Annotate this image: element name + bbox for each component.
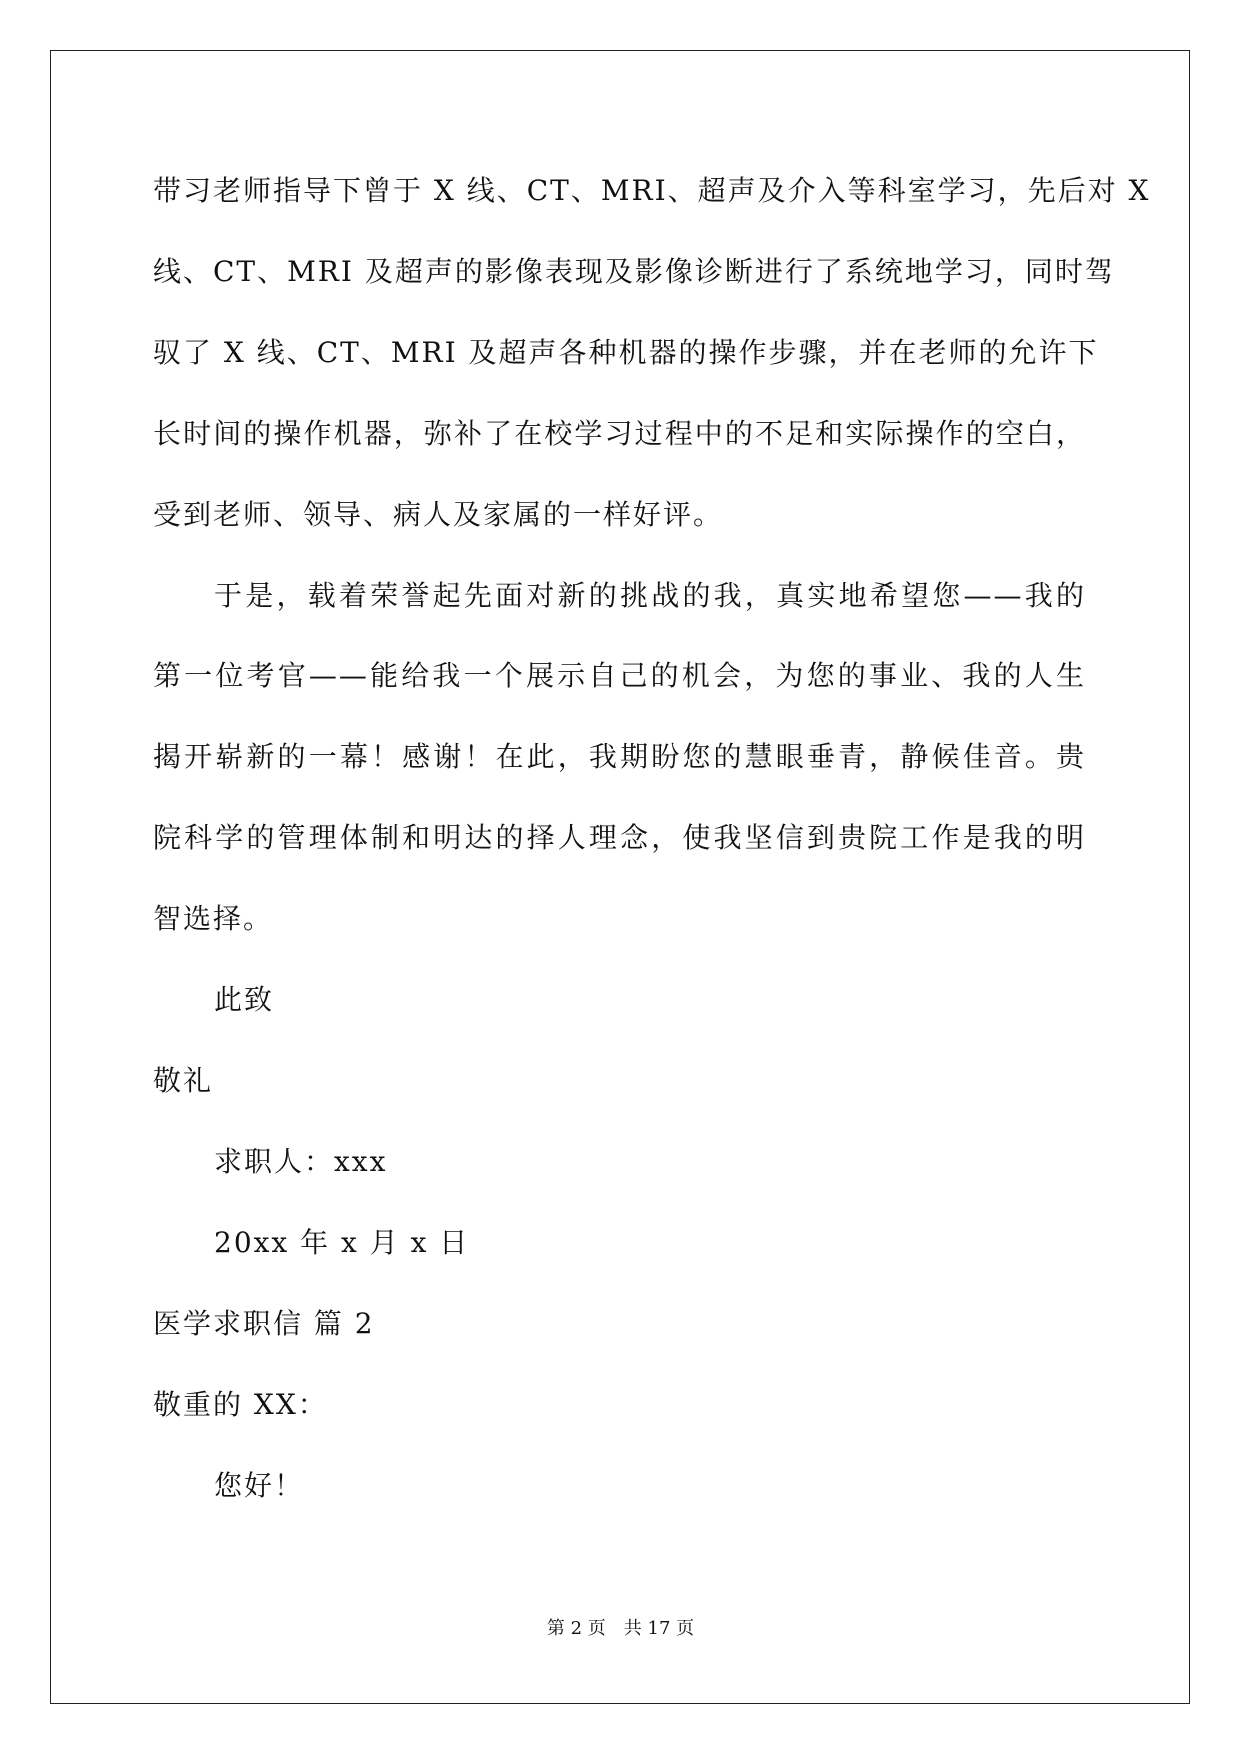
body-line-5: 受到老师、领导、病人及家属的一样好评。: [153, 498, 724, 531]
page-footer: [0, 1617, 1241, 1641]
greeting-addressee: 敬重的 XX：: [153, 1388, 328, 1421]
greeting-hello: 您好！: [214, 1469, 305, 1502]
section-heading: 医学求职信 篇 2: [153, 1307, 375, 1340]
body-line-6: 于是，载着荣誉起先面对新的挑战的我，真实地希望您——我的: [214, 579, 1086, 612]
body-line-7: 第一位考官——能给我一个展示自己的机会，为您的事业、我的人生: [153, 659, 1086, 692]
page-border: [50, 50, 1190, 1704]
page-total: 共 17 页: [623, 1618, 695, 1639]
closing-salutation: 此致: [214, 983, 275, 1016]
body-line-1: 带习老师指导下曾于 X 线、CT、MRI、超声及介入等科室学习，先后对 X: [153, 174, 1151, 207]
page-number: 第 2 页: [546, 1618, 606, 1639]
body-line-8: 揭开崭新的一幕！感谢！在此，我期盼您的慧眼垂青，静候佳音。贵: [153, 740, 1086, 773]
body-line-4: 长时间的操作机器，弥补了在校学习过程中的不足和实际操作的空白，: [153, 417, 1086, 450]
body-line-10: 智选择。: [153, 902, 274, 935]
closing-respect: 敬礼: [153, 1064, 214, 1097]
letter-date: 20xx 年 x 月 x 日: [214, 1226, 470, 1259]
applicant-signature: 求职人：xxx: [214, 1145, 388, 1178]
body-line-2: 线、CT、MRI 及超声的影像表现及影像诊断进行了系统地学习，同时驾: [153, 255, 1115, 288]
body-line-9: 院科学的管理体制和明达的择人理念，使我坚信到贵院工作是我的明: [153, 821, 1086, 854]
body-line-3: 驭了 X 线、CT、MRI 及超声各种机器的操作步骤，并在老师的允许下: [153, 336, 1099, 369]
